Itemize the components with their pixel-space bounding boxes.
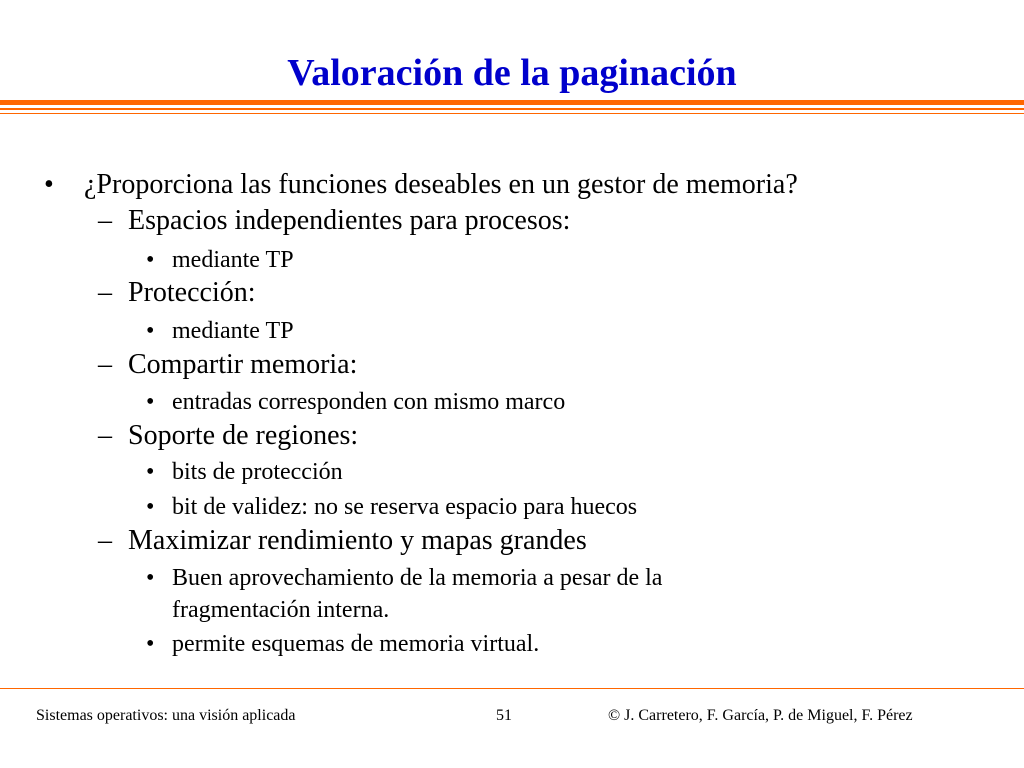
sub-item-text: mediante TP (172, 247, 294, 273)
dash-marker: – (98, 277, 112, 308)
footer-rule (0, 688, 1024, 689)
sub-item-text: permite esquemas de memoria virtual. (172, 631, 540, 657)
sub-item-text: bit de validez: no se reserva espacio para huecos (172, 494, 638, 520)
sub-item-text: mediante TP (172, 318, 294, 344)
item-label: Protección: (128, 277, 256, 308)
main-bullet-marker: • (44, 169, 54, 200)
title-rule-thick (0, 100, 1024, 105)
footer-page-number: 51 (496, 707, 512, 724)
sub-bullet-marker: • (146, 389, 155, 415)
sub-bullet-marker: • (146, 631, 155, 657)
title-rule-medium (0, 108, 1024, 110)
item-label: Maximizar rendimiento y mapas grandes (128, 525, 587, 556)
main-question-text: ¿Proporciona las funciones deseables en un gestor de memoria? (84, 169, 798, 200)
dash-marker: – (98, 525, 112, 556)
sub-item-text: entradas corresponden con mismo marco (172, 389, 566, 415)
dash-marker: – (98, 349, 112, 380)
footer-copyright: © J. Carretero, F. García, P. de Miguel, F. Pérez (608, 707, 913, 724)
sub-item-text: fragmentación interna. (172, 597, 390, 623)
item-label: Compartir memoria: (128, 349, 358, 380)
sub-bullet-marker: • (146, 494, 155, 520)
sub-item-text: bits de protección (172, 459, 343, 485)
sub-bullet-marker: • (146, 459, 155, 485)
item-label: Soporte de regiones: (128, 420, 359, 451)
sub-bullet-marker: • (146, 318, 155, 344)
sub-bullet-marker: • (146, 565, 155, 591)
title-rule-thin (0, 113, 1024, 114)
dash-marker: – (98, 420, 112, 451)
footer-book-title: Sistemas operativos: una visión aplicada (36, 707, 296, 724)
item-label: Espacios independientes para procesos: (128, 205, 571, 236)
dash-marker: – (98, 205, 112, 236)
slide-title: Valoración de la paginación (287, 52, 737, 94)
sub-bullet-marker: • (146, 247, 155, 273)
sub-item-text: Buen aprovechamiento de la memoria a pesar de la (172, 565, 663, 591)
